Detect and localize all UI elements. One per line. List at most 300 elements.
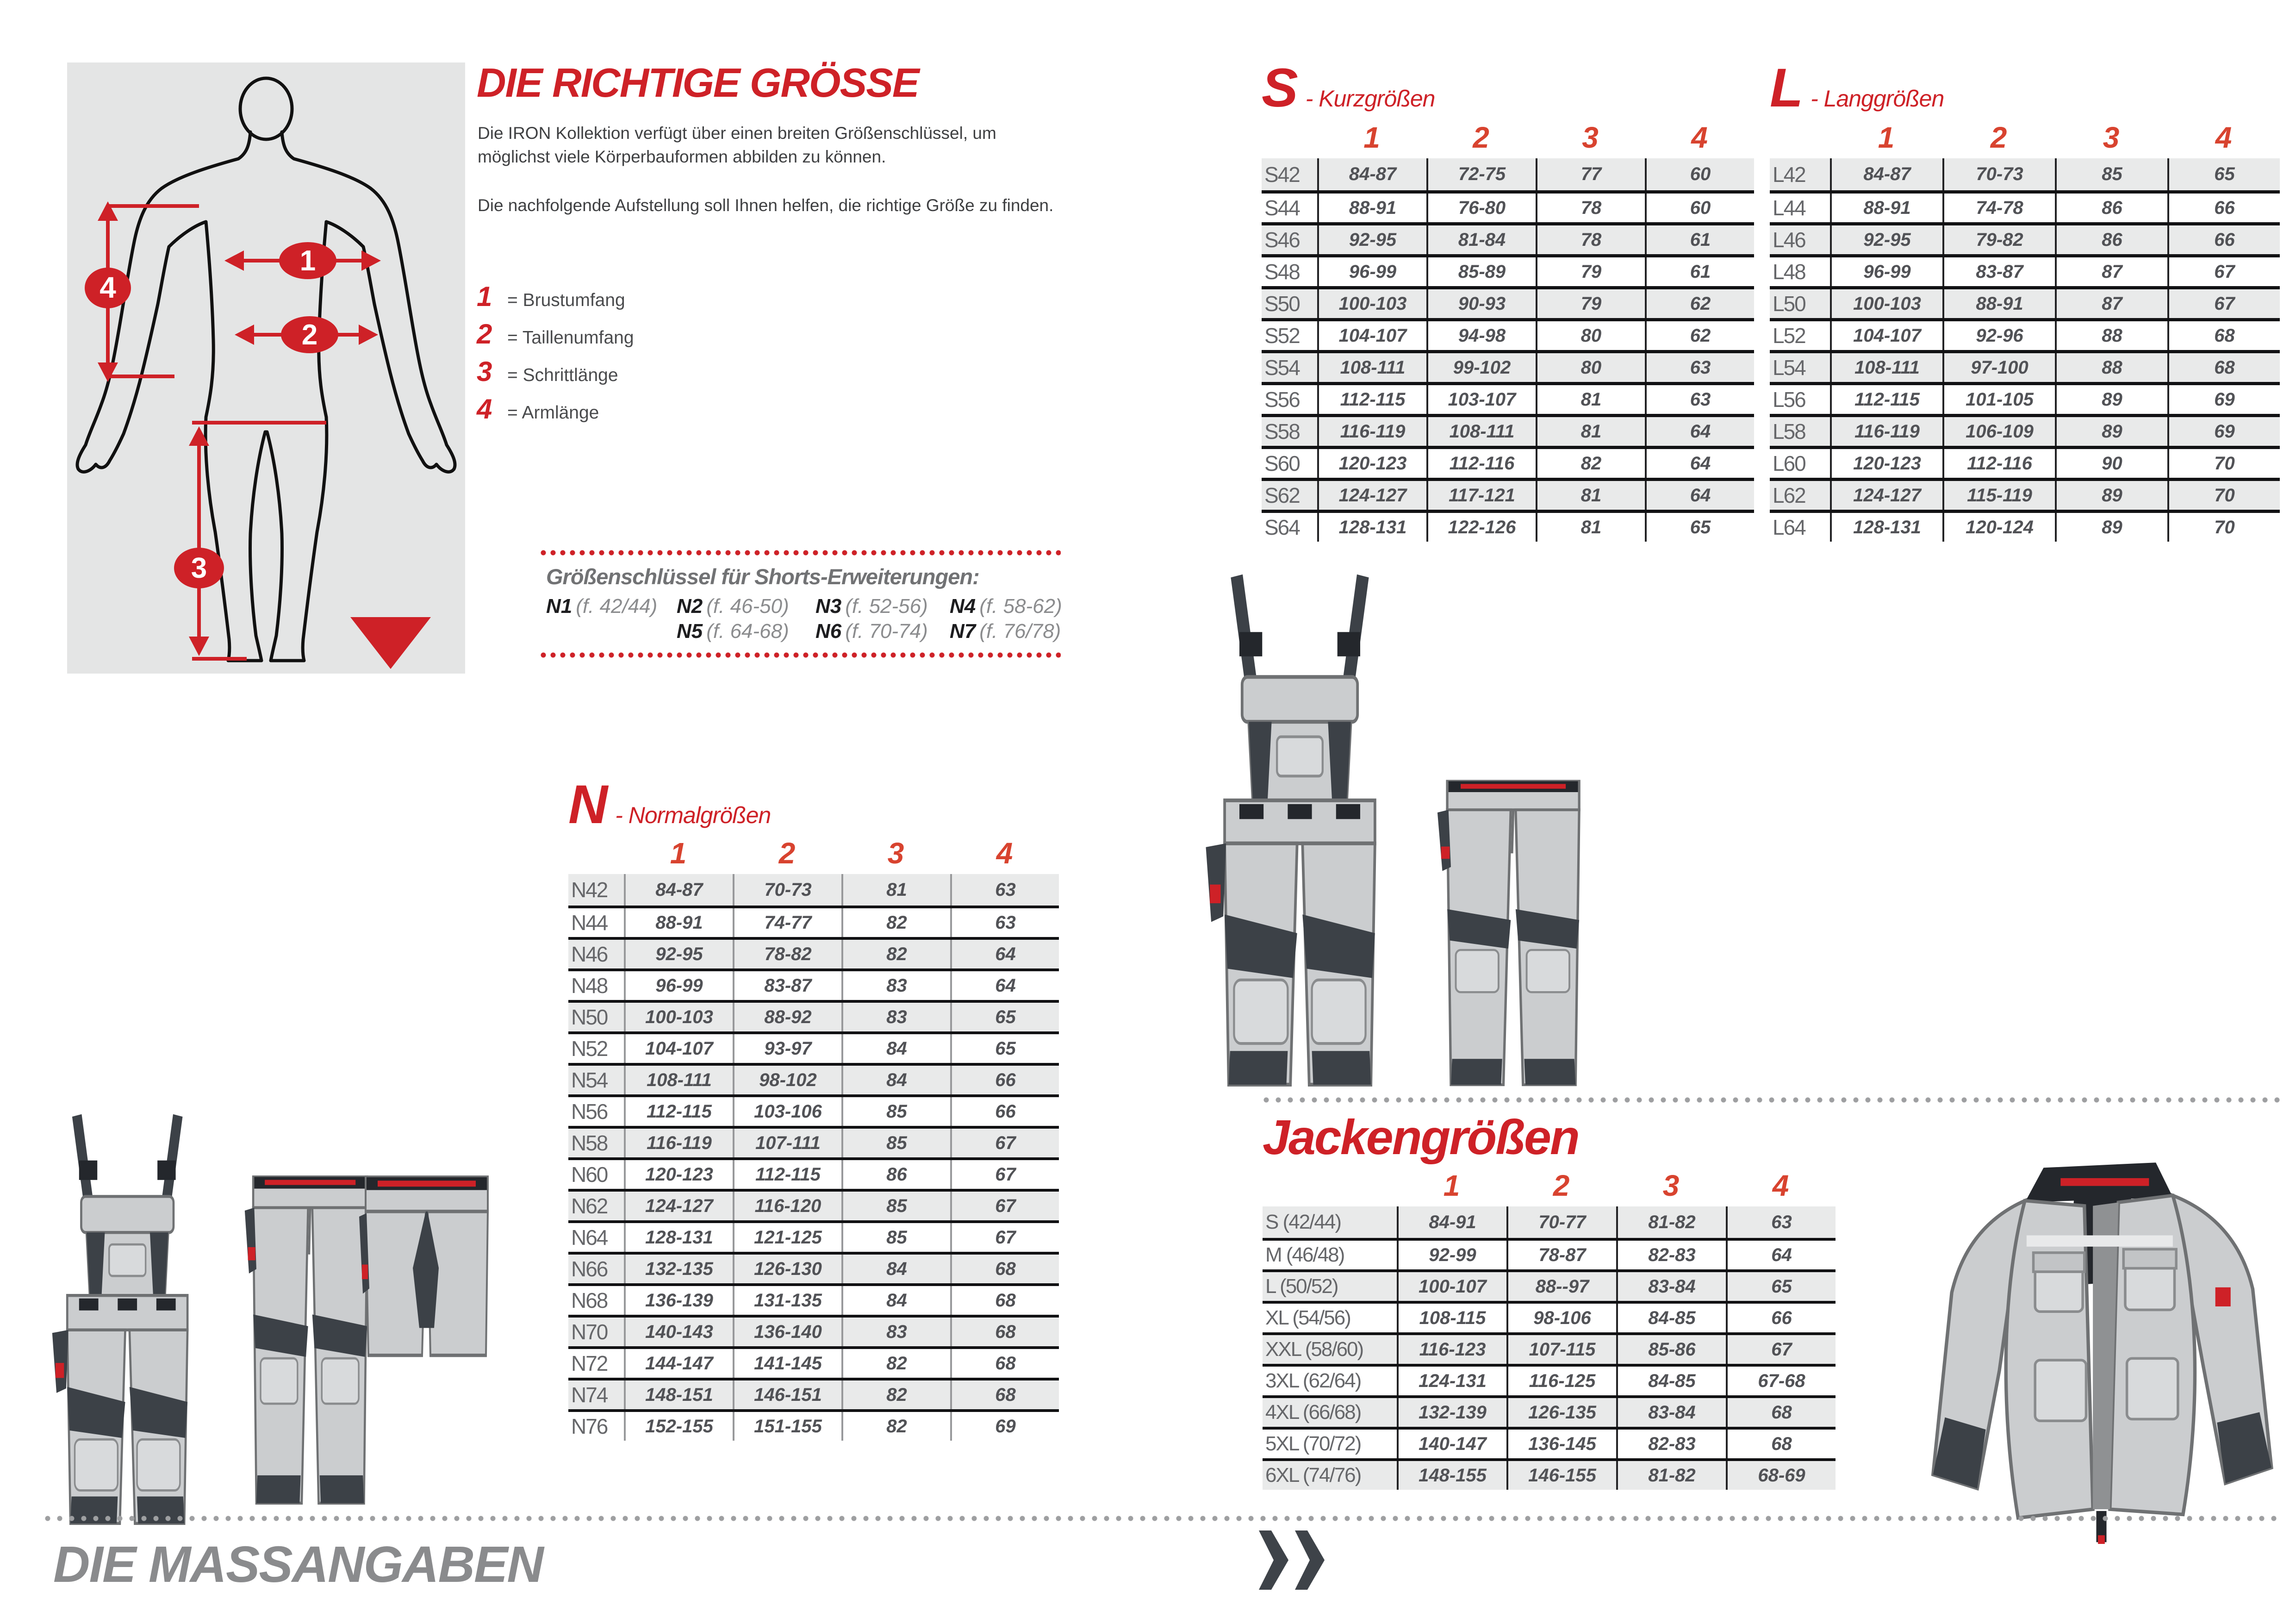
jacket-sizes-title: Jackengrößen (1263, 1110, 1579, 1165)
size-value: 65 (2167, 158, 2280, 190)
size-value: 92-95 (624, 940, 733, 968)
size-value: 79-82 (1942, 225, 2055, 254)
size-value: 64 (950, 940, 1059, 968)
size-value: 88 (2055, 353, 2167, 382)
size-label: S42 (1264, 162, 1300, 187)
size-label: S58 (1264, 419, 1300, 443)
size-value: 80 (1536, 353, 1645, 382)
size-value: 81-82 (1616, 1461, 1726, 1490)
size-value: 68 (950, 1349, 1059, 1378)
size-value: 116-125 (1506, 1367, 1616, 1395)
size-value: 108-111 (1426, 417, 1536, 446)
size-value: 146-155 (1506, 1461, 1616, 1490)
size-value: 106-109 (1942, 417, 2055, 446)
section-kurzgroessen (1262, 57, 1754, 542)
size-value: 126-130 (733, 1255, 841, 1283)
size-label: N42 (571, 878, 608, 902)
size-value: 83 (841, 1003, 950, 1031)
size-value: 84 (841, 1286, 950, 1315)
size-value: 88-91 (1830, 194, 1942, 222)
workwear-overall-and-trousers-illustration (1183, 572, 1590, 1100)
size-value: 112-115 (1830, 385, 1942, 414)
size-label: N50 (571, 1005, 608, 1029)
size-value: 89 (2055, 385, 2167, 414)
size-label: N62 (571, 1194, 608, 1218)
size-value: 96-99 (624, 971, 733, 1000)
size-value: 83-87 (1942, 257, 2055, 286)
size-value: 64 (950, 971, 1059, 1000)
measure-number-header (1263, 1168, 1836, 1203)
size-value: 122-126 (1426, 513, 1536, 542)
size-label: N64 (571, 1225, 608, 1249)
size-row (1770, 414, 2280, 446)
size-value: 70 (2167, 481, 2280, 510)
size-row (1770, 286, 2280, 318)
measure-number-header (568, 836, 1059, 870)
size-table-kurzgroessen (1262, 158, 1754, 542)
size-label: N56 (571, 1099, 608, 1124)
size-value: 67 (950, 1160, 1059, 1189)
footer-title: DIE MASSANGABEN (53, 1536, 543, 1593)
size-value: 88-92 (733, 1003, 841, 1031)
intro-paragraph-1: Die IRON Kollektion verfügt über einen breiten Größenschlüssel, um möglichst viele Körperbauformen abbilden zu können. (478, 124, 996, 166)
size-value: 67-68 (1726, 1367, 1836, 1395)
size-value: 63 (1645, 385, 1754, 414)
size-value: 63 (950, 874, 1059, 906)
size-value: 80 (1536, 321, 1645, 350)
size-value: 116-120 (733, 1192, 841, 1220)
size-value: 108-111 (1830, 353, 1942, 382)
size-value: 63 (950, 908, 1059, 937)
size-label: S (42/44) (1265, 1211, 1341, 1233)
size-value: 78 (1536, 225, 1645, 254)
size-label: L (50/52) (1265, 1275, 1338, 1298)
size-value: 90-93 (1426, 289, 1536, 318)
size-value: 112-115 (1317, 385, 1426, 414)
size-value: 61 (1645, 257, 1754, 286)
section-subtitle: - Langgrößen (1811, 86, 1944, 112)
size-value: 74-78 (1942, 194, 2055, 222)
measure-number: 3 (887, 837, 904, 870)
size-label: S46 (1264, 228, 1300, 252)
size-value: 84-87 (624, 874, 733, 906)
size-value: 62 (1645, 321, 1754, 350)
size-value: 81 (1536, 385, 1645, 414)
size-row (1263, 1238, 1836, 1269)
dotted-rule (44, 1515, 2282, 1522)
size-value: 81 (1536, 513, 1645, 542)
size-value: 70-77 (1506, 1206, 1616, 1238)
size-value: 88-91 (1942, 289, 2055, 318)
size-value: 68 (1726, 1430, 1836, 1458)
size-value: 84 (841, 1034, 950, 1063)
size-value: 89 (2055, 513, 2167, 542)
size-row (568, 1031, 1059, 1063)
measure-number: 4 (1691, 121, 1708, 154)
size-value: 146-151 (733, 1380, 841, 1409)
section-letter: N (568, 774, 606, 835)
size-value: 84-87 (1830, 158, 1942, 190)
size-value: 116-123 (1397, 1335, 1506, 1364)
size-row (1263, 1332, 1836, 1364)
size-value: 63 (1645, 353, 1754, 382)
size-label: L60 (1773, 451, 1805, 475)
measure-number-header (1770, 120, 2280, 155)
size-value: 60 (1645, 194, 1754, 222)
size-value: 152-155 (624, 1412, 733, 1441)
size-value: 128-131 (624, 1223, 733, 1252)
size-row (568, 1252, 1059, 1283)
size-value: 68 (950, 1318, 1059, 1346)
size-value: 81 (1536, 417, 1645, 446)
size-row (568, 1157, 1059, 1189)
size-row (1770, 446, 2280, 478)
size-label: S54 (1264, 356, 1300, 380)
size-value: 69 (950, 1412, 1059, 1441)
size-value: 66 (950, 1066, 1059, 1094)
shorts-key-item: N5 (f. 64-68) (677, 620, 789, 643)
shorts-key-title: Größenschlüssel für Shorts-Erweiterungen: (546, 564, 979, 589)
size-value: 87 (2055, 289, 2167, 318)
legend-label: = Brustumfang (507, 290, 625, 310)
size-value: 63 (1726, 1206, 1836, 1238)
legend-label: = Armlänge (507, 403, 599, 423)
size-value: 64 (1645, 449, 1754, 478)
size-value: 92-95 (1317, 225, 1426, 254)
size-value: 104-107 (624, 1034, 733, 1063)
size-row (1263, 1395, 1836, 1427)
intro-paragraph-2: Die nachfolgende Aufstellung soll Ihnen helfen, die richtige Größe zu finden. (478, 196, 1054, 215)
size-row (568, 874, 1059, 906)
size-value: 68 (2167, 353, 2280, 382)
size-value: 82 (841, 1412, 950, 1441)
legend-item (477, 393, 634, 431)
size-row (1262, 190, 1754, 222)
size-value: 83-87 (733, 971, 841, 1000)
size-value: 69 (2167, 385, 2280, 414)
size-row (1263, 1427, 1836, 1458)
size-value: 66 (2167, 194, 2280, 222)
size-label: S62 (1264, 483, 1300, 507)
size-value: 120-123 (1317, 449, 1426, 478)
shorts-key-item: N3 (f. 52-56) (815, 595, 928, 618)
dotted-rule (540, 549, 1061, 556)
section-header (1262, 57, 1754, 119)
size-row (568, 1094, 1059, 1126)
size-value: 89 (2055, 417, 2167, 446)
size-value: 85 (841, 1192, 950, 1220)
legend-number: 4 (477, 394, 492, 425)
size-row (1262, 446, 1754, 478)
size-value: 78-82 (733, 940, 841, 968)
size-value: 67 (2167, 289, 2280, 318)
size-value: 70 (2167, 513, 2280, 542)
size-value: 69 (2167, 417, 2280, 446)
size-value: 99-102 (1426, 353, 1536, 382)
size-value: 85-86 (1616, 1335, 1726, 1364)
size-row (1262, 158, 1754, 190)
size-value: 94-98 (1426, 321, 1536, 350)
size-value: 151-155 (733, 1412, 841, 1441)
size-value: 98-102 (733, 1066, 841, 1094)
size-value: 88-91 (624, 908, 733, 937)
size-row (1770, 350, 2280, 382)
size-value: 89 (2055, 481, 2167, 510)
size-value: 83-84 (1616, 1272, 1726, 1301)
size-value: 83 (841, 971, 950, 1000)
size-value: 128-131 (1830, 513, 1942, 542)
size-row (568, 1409, 1059, 1441)
size-value: 84 (841, 1255, 950, 1283)
size-value: 78-87 (1506, 1241, 1616, 1269)
size-row (1262, 414, 1754, 446)
size-value: 136-140 (733, 1318, 841, 1346)
size-value: 67 (950, 1129, 1059, 1157)
legend-label: = Taillenumfang (507, 328, 634, 348)
svg-text:3: 3 (191, 552, 207, 584)
jacket-illustration (1916, 1143, 2282, 1551)
size-value: 84 (841, 1066, 950, 1094)
measure-number-header (1262, 120, 1754, 155)
size-row (568, 1283, 1059, 1315)
size-value: 112-115 (733, 1160, 841, 1189)
garment-set-illustration (28, 1109, 495, 1544)
size-label: L46 (1773, 228, 1805, 252)
shorts-key-item: N2 (f. 46-50) (677, 595, 789, 618)
size-value: 141-145 (733, 1349, 841, 1378)
size-row (568, 1378, 1059, 1409)
size-value: 85 (2055, 158, 2167, 190)
size-value: 112-116 (1426, 449, 1536, 478)
size-row (1770, 510, 2280, 542)
size-table-langgroessen (1770, 158, 2280, 542)
size-value: 121-125 (733, 1223, 841, 1252)
size-label: L52 (1773, 324, 1805, 348)
size-value: 140-147 (1397, 1430, 1506, 1458)
measure-number: 2 (778, 837, 796, 870)
legend-number: 2 (477, 319, 492, 350)
size-table-jackengroessen (1263, 1206, 1836, 1490)
size-value: 107-115 (1506, 1335, 1616, 1364)
size-value: 70-73 (1942, 158, 2055, 190)
legend-number: 3 (477, 356, 492, 387)
size-value: 64 (1645, 417, 1754, 446)
size-label: S60 (1264, 451, 1300, 475)
size-value: 96-99 (1830, 257, 1942, 286)
size-value: 66 (950, 1097, 1059, 1126)
measure-number: 2 (1473, 121, 1489, 154)
size-value: 98-106 (1506, 1304, 1616, 1332)
chevron-right-icon (1259, 1530, 1288, 1590)
size-row (568, 1189, 1059, 1220)
size-label: N52 (571, 1037, 608, 1061)
section-jackengroessen (1263, 1110, 1836, 1490)
size-row (1770, 478, 2280, 510)
size-label: N74 (571, 1383, 608, 1407)
measure-number: 1 (1443, 1169, 1460, 1202)
size-value: 81-84 (1426, 225, 1536, 254)
size-label: L64 (1773, 515, 1805, 539)
size-row (1263, 1458, 1836, 1490)
size-value: 108-115 (1397, 1304, 1506, 1332)
size-value: 82 (841, 1349, 950, 1378)
size-value: 120-124 (1942, 513, 2055, 542)
size-value: 104-107 (1830, 321, 1942, 350)
section-normalgroessen (568, 774, 1059, 1441)
dotted-rule (540, 651, 1061, 659)
size-row (568, 968, 1059, 1000)
brand-triangle (350, 617, 431, 669)
size-label: N54 (571, 1068, 608, 1092)
size-value: 84-91 (1397, 1206, 1506, 1238)
size-value: 140-143 (624, 1318, 733, 1346)
size-value: 68 (950, 1286, 1059, 1315)
size-value: 100-103 (1830, 289, 1942, 318)
size-value: 108-111 (1317, 353, 1426, 382)
shorts-key-item: N1 (f. 42/44) (546, 595, 658, 618)
size-label: N58 (571, 1131, 608, 1155)
size-value: 92-96 (1942, 321, 2055, 350)
size-row (1263, 1301, 1836, 1332)
size-row (1262, 350, 1754, 382)
size-value: 92-95 (1830, 225, 1942, 254)
size-value: 100-103 (1317, 289, 1426, 318)
size-value: 132-139 (1397, 1398, 1506, 1427)
size-label: L42 (1773, 162, 1805, 187)
size-value: 97-100 (1942, 353, 2055, 382)
size-value: 60 (1645, 158, 1754, 190)
shorts-size-key (540, 549, 1061, 659)
size-table-normalgroessen (568, 874, 1059, 1441)
size-value: 81-82 (1616, 1206, 1726, 1238)
size-value: 112-115 (624, 1097, 733, 1126)
size-value: 64 (1726, 1241, 1836, 1269)
size-label: XL (54/56) (1265, 1306, 1350, 1329)
size-value: 81 (1536, 481, 1645, 510)
size-value: 144-147 (624, 1349, 733, 1378)
size-label: N66 (571, 1257, 608, 1281)
size-value: 87 (2055, 257, 2167, 286)
size-value: 82-83 (1616, 1241, 1726, 1269)
size-label: S50 (1264, 292, 1300, 316)
legend-number: 1 (477, 281, 492, 312)
size-label: N72 (571, 1351, 608, 1375)
size-value: 116-119 (624, 1129, 733, 1157)
size-row (568, 1220, 1059, 1252)
size-label: M (46/48) (1265, 1243, 1344, 1266)
svg-text:4: 4 (100, 271, 116, 304)
size-label: L44 (1773, 196, 1805, 220)
section-header (1770, 57, 2280, 119)
size-value: 79 (1536, 257, 1645, 286)
shorts-key-spacer (546, 620, 677, 643)
size-value: 67 (950, 1223, 1059, 1252)
size-value: 88 (2055, 321, 2167, 350)
shorts-key-grid (546, 595, 1062, 643)
size-label: L62 (1773, 483, 1805, 507)
size-value: 101-105 (1942, 385, 2055, 414)
size-value: 88-91 (1317, 194, 1426, 222)
size-value: 66 (1726, 1304, 1836, 1332)
size-row (1770, 158, 2280, 190)
measure-number: 3 (1662, 1169, 1680, 1202)
size-row (1263, 1206, 1836, 1238)
size-row (1770, 382, 2280, 414)
size-value: 124-127 (1830, 481, 1942, 510)
size-row (1262, 254, 1754, 286)
size-value: 78 (1536, 194, 1645, 222)
size-label: S52 (1264, 324, 1300, 348)
size-label: 4XL (66/68) (1265, 1401, 1361, 1424)
size-row (1263, 1364, 1836, 1395)
size-value: 136-139 (624, 1286, 733, 1315)
size-value: 132-135 (624, 1255, 733, 1283)
size-value: 70 (2167, 449, 2280, 478)
size-value: 88--97 (1506, 1272, 1616, 1301)
size-value: 96-99 (1317, 257, 1426, 286)
legend-item (477, 281, 634, 318)
size-row (1770, 190, 2280, 222)
size-label: L58 (1773, 419, 1805, 443)
size-value: 74-77 (733, 908, 841, 937)
size-value: 82-83 (1616, 1430, 1726, 1458)
size-row (568, 1346, 1059, 1378)
measure-number: 3 (1582, 121, 1599, 154)
double-chevron-right-icon (1259, 1530, 1325, 1590)
size-value: 90 (2055, 449, 2167, 478)
size-label: S48 (1264, 260, 1300, 284)
shorts-key-item: N7 (f. 76/78) (950, 620, 1061, 643)
size-value: 124-131 (1397, 1367, 1506, 1395)
svg-text:1: 1 (299, 245, 316, 277)
measure-number: 3 (2103, 121, 2120, 154)
measure-number: 4 (2215, 121, 2232, 154)
size-value: 81 (841, 874, 950, 906)
size-value: 84-85 (1616, 1367, 1726, 1395)
size-row (1770, 254, 2280, 286)
size-value: 86 (841, 1160, 950, 1189)
section-letter: S (1262, 57, 1296, 119)
measure-number: 1 (1363, 121, 1380, 154)
size-value: 93-97 (733, 1034, 841, 1063)
size-row (1262, 510, 1754, 542)
size-row (568, 937, 1059, 968)
size-value: 126-135 (1506, 1398, 1616, 1427)
legend-item (477, 318, 634, 356)
measure-number: 2 (1553, 1169, 1570, 1202)
measure-number: 4 (1772, 1169, 1789, 1202)
size-label: S64 (1264, 515, 1300, 539)
measure-number: 2 (1990, 121, 2007, 154)
size-value: 62 (1645, 289, 1754, 318)
size-label: N76 (571, 1414, 608, 1438)
section-subtitle: - Normalgrößen (615, 802, 771, 828)
size-value: 70-73 (733, 874, 841, 906)
size-value: 65 (950, 1003, 1059, 1031)
size-value: 112-116 (1942, 449, 2055, 478)
size-value: 124-127 (1317, 481, 1426, 510)
size-value: 67 (950, 1192, 1059, 1220)
size-value: 67 (2167, 257, 2280, 286)
size-label: N48 (571, 974, 608, 998)
size-value: 68 (2167, 321, 2280, 350)
size-label: S56 (1264, 387, 1300, 412)
size-value: 68-69 (1726, 1461, 1836, 1490)
size-value: 65 (1726, 1272, 1836, 1301)
size-value: 65 (1645, 513, 1754, 542)
size-value: 131-135 (733, 1286, 841, 1315)
size-value: 61 (1645, 225, 1754, 254)
